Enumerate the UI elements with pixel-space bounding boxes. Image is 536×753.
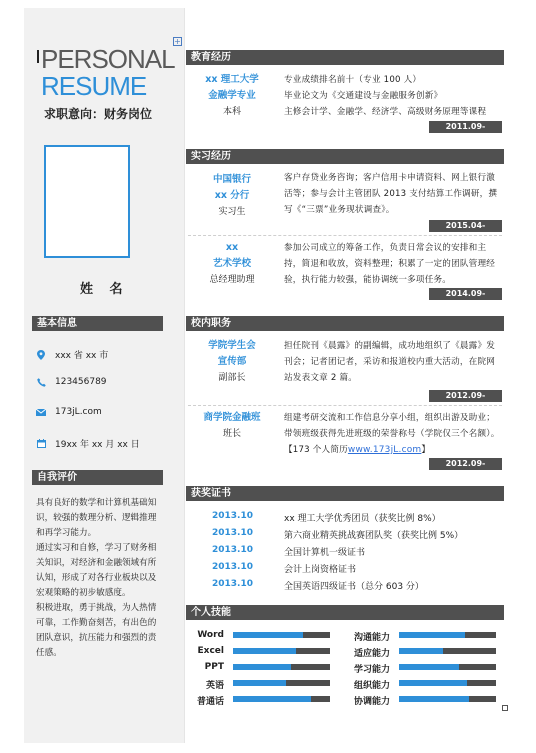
skill-bar-fill <box>233 696 311 702</box>
basic-info-header: 基本信息 <box>32 316 163 331</box>
company-name: 中国银行 <box>212 174 251 185</box>
title-personal: PERSONAL <box>41 44 175 74</box>
skill-bar-fill <box>399 632 465 638</box>
email-text: 173jL.com <box>55 407 102 417</box>
phone-text: 123456789 <box>55 377 107 387</box>
skill-bar-fill <box>399 680 467 686</box>
company-name: xx <box>225 242 239 253</box>
department-name: 宣传部 <box>217 356 247 367</box>
skill-label: PPT <box>204 662 224 672</box>
education-date: 2011.09-2015.06 <box>429 121 502 133</box>
skill-bar <box>399 696 496 702</box>
title-resume: RESUME <box>41 71 147 101</box>
location-icon <box>36 350 46 360</box>
skill-label: 协调能力 <box>353 697 390 707</box>
award-text: 第六商业精英挑战赛团队奖（获奖比例 5%） <box>284 531 464 541</box>
education-desc <box>284 72 502 120</box>
self-eval-paragraph: 积极进取，勇于挑战，为人热情可靠，工作勤奋刻苦，有出色的团队意识，抗压能力和强烈的责任感。 <box>36 603 157 658</box>
skill-label: 适应能力 <box>353 649 390 659</box>
campus-desc <box>284 410 502 458</box>
skill-bar <box>399 664 496 670</box>
candidate-name: 姓 名 <box>80 282 129 297</box>
organization-name: 学院学生会 <box>208 340 256 351</box>
position: 实习生 <box>218 207 246 217</box>
photo-frame[interactable] <box>44 145 130 258</box>
self-evaluation-text <box>36 496 158 661</box>
internship-desc: 参加公司成立的筹备工作，负责日常会议的安排和主持，简退和收放，资料整理；积累了一定的团队管理经验，执行能力较强，能协调统一多项任务。 <box>284 243 496 285</box>
internship-header: 实习经历 <box>186 149 504 164</box>
internship-org <box>186 240 278 288</box>
skill-bar <box>399 632 496 638</box>
skill-label: Excel <box>197 646 224 656</box>
skill-bar-fill <box>233 632 303 638</box>
position: 副部长 <box>218 373 246 383</box>
award-year: 2013.10 <box>212 511 253 521</box>
info-email <box>36 407 102 417</box>
text-cursor <box>37 50 39 63</box>
skill-bar-fill <box>399 696 469 702</box>
skill-bar <box>233 648 330 654</box>
info-birthday <box>36 437 140 450</box>
skill-label: 普通话 <box>196 697 224 707</box>
campus-desc: 担任院刊《晨露》的副编辑，成功地组织了《晨露》发刊会；记者团记者，采访和报道校内重大活动，在院网站发表文章 2 篇。 <box>284 341 496 383</box>
table-move-handle-icon[interactable]: + <box>174 37 181 46</box>
job-objective: 求职意向：财务岗位 <box>44 107 153 121</box>
education-line: 专业成绩排名前十（专业 100 人） <box>284 75 422 85</box>
birthday-text: 19xx 年 xx 月 xx 日 <box>55 440 140 450</box>
branch-name: xx 分行 <box>214 190 250 201</box>
education-line: 主修会计学、金融学、经济学、高级财务原理等课程 <box>284 107 487 117</box>
skill-bar <box>399 680 496 686</box>
branch-name: 艺术学校 <box>212 258 251 269</box>
education-header: 教育经历 <box>186 50 504 65</box>
skill-bar-fill <box>233 648 296 654</box>
skill-bar <box>233 696 330 702</box>
skills-header: 个人技能 <box>186 605 504 620</box>
phone-icon <box>36 377 46 387</box>
position: 总经理助理 <box>209 275 255 285</box>
position: 班长 <box>222 429 241 439</box>
skill-bar <box>399 648 496 654</box>
award-text: 全国英语四级证书（总分 603 分） <box>284 582 424 592</box>
campus-desc-end: 】 <box>421 445 431 455</box>
awards-header: 获奖证书 <box>186 486 504 501</box>
info-phone <box>36 377 107 387</box>
calendar-icon <box>36 439 46 449</box>
award-text: xx 理工大学优秀团员（获奖比例 8%） <box>284 514 441 524</box>
info-location <box>36 348 108 361</box>
skill-bar-fill <box>233 680 286 686</box>
divider <box>188 405 502 406</box>
school-name: xx 理工大学 <box>205 74 259 85</box>
award-text: 会计上岗资格证书 <box>284 565 357 575</box>
self-eval-paragraph: 具有良好的数学和计算机基础知识，较强的数理分析、逻辑推理和再学习能力。 <box>36 498 157 538</box>
organization-name: 商学院金融班 <box>203 412 261 423</box>
education-line: 毕业论文为《交通建设与金融服务创新》 <box>284 91 443 101</box>
campus-org <box>186 410 278 442</box>
resize-handle[interactable] <box>502 705 508 711</box>
campus-date: 2012.09-2014.06 <box>429 390 502 402</box>
skill-label: Word <box>197 630 224 640</box>
skill-bar-fill <box>233 664 291 670</box>
major-name: 金融学专业 <box>208 90 256 101</box>
location-text: xxx 省 xx 市 <box>55 351 109 361</box>
skill-label: 学习能力 <box>353 665 390 675</box>
self-evaluation-header: 自我评价 <box>32 470 163 485</box>
website-link[interactable]: www.173jL.com <box>347 445 422 455</box>
campus-date: 2012.09-2013.06 <box>429 458 502 470</box>
internship-date: 2014.09-2014.10 <box>429 288 502 300</box>
campus-org <box>186 338 278 386</box>
internship-org <box>186 172 278 220</box>
internship-date: 2015.04-2015.06 <box>429 220 502 232</box>
skill-label: 英语 <box>205 681 224 691</box>
education-org <box>186 72 278 120</box>
award-year: 2013.10 <box>212 562 253 572</box>
internship-desc: 客户存贷业务咨询；客户信用卡申请资料、网上银行激活等；参与会计主管团队 2013 支付结算工作调研，撰写《“三票”业务现状调查》。 <box>284 173 498 215</box>
degree: 本科 <box>222 107 241 117</box>
campus-desc-text: 组建考研交流和工作信息分享小组，组织出游及助业；带领班级获得先进班级的荣誉称号（学院仅三个名额）。【173 个人简历 <box>284 413 500 455</box>
email-icon <box>36 407 46 417</box>
skill-bar-fill <box>399 664 459 670</box>
self-eval-paragraph: 通过实习和自修，学习了财务相关知识，对经济和金融领域有所认知，形成了对各行业板块以及宏观策略的初步敏感度。 <box>36 543 157 598</box>
award-year: 2013.10 <box>212 545 253 555</box>
skill-label: 沟通能力 <box>353 633 390 643</box>
award-year: 2013.10 <box>212 528 253 538</box>
campus-header: 校内职务 <box>186 316 504 331</box>
skill-label: 组织能力 <box>353 681 390 691</box>
award-text: 全国计算机一级证书 <box>284 548 366 558</box>
skill-bar-fill <box>399 648 443 654</box>
skill-bar <box>233 632 330 638</box>
award-year: 2013.10 <box>212 579 253 589</box>
skill-bar <box>233 680 330 686</box>
divider <box>188 235 502 236</box>
skill-bar <box>233 664 330 670</box>
